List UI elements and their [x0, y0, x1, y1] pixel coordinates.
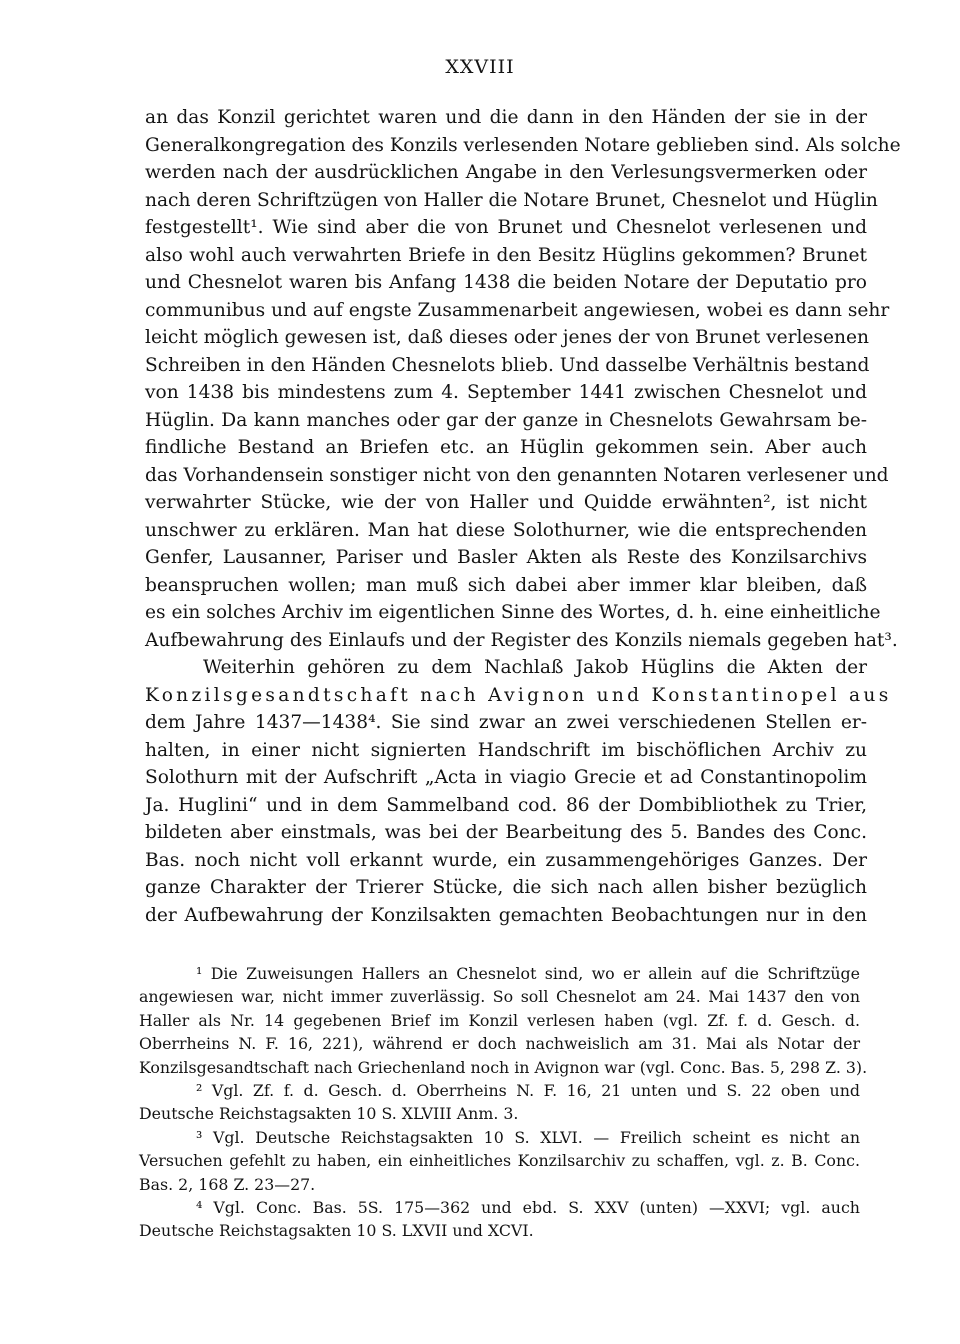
footnote-2-line: Deutsche Reichstagsakten 10 S. XLVIII Anm. 3.: [139, 1104, 519, 1124]
text-line: beanspruchen wollen; man muß sich dabei aber immer klar bleiben, daß: [145, 574, 867, 596]
text-line: also wohl auch verwahrten Briefe in den Besitz Hüglins gekommen? Brunet: [145, 244, 867, 266]
text-line: dem Jahre 1437—1438⁴. Sie sind zwar an zwei verschiedenen Stellen er-: [145, 712, 867, 733]
footnote-1-line: Haller als Nr. 14 gegebenen Brief im Konzil verlesen haben (vgl. Zf. f. d. Gesch. d.: [139, 1010, 860, 1030]
text-line: an das Konzil gerichtet waren und die dann in den Händen der sie in der: [145, 107, 867, 128]
text-line: ganze Charakter der Trierer Stücke, die sich nach allen bisher bezüglich: [145, 877, 867, 898]
footnote-2-line: ² Vgl. Zf. f. d. Gesch. d. Oberrheins N. F. 16, 21 unten und S. 22 oben und: [196, 1080, 860, 1100]
footnote-3-line: Versuchen gefehlt zu haben, ein einheitliches Konzilsarchiv zu schaffen, vgl. z. B. Conc.: [139, 1151, 860, 1171]
text-line: communibus und auf engste Zusammenarbeit angewiesen, wobei es dann sehr: [145, 299, 890, 321]
text-line: Bas. noch nicht voll erkannt wurde, ein zusammengehöriges Ganzes. Der: [145, 849, 867, 871]
text-line: halten, in einer nicht signierten Handschrift im bischöflichen Archiv zu: [145, 739, 867, 761]
page-number: XXVIII: [445, 56, 515, 78]
text-line: Genfer, Lausanner, Pariser und Basler Akten als Reste des Konzilsarchivs: [145, 547, 867, 568]
footnote-3-line: ³ Vgl. Deutsche Reichstagsakten 10 S. XLVI. — Freilich scheint es nicht an: [196, 1127, 860, 1147]
footnote-1-line: ¹ Die Zuweisungen Hallers an Chesnelot sind, wo er allein auf die Schriftzüge: [196, 964, 860, 983]
text-line: das Vorhandensein sonstiger nicht von den genannten Notaren verlesener und: [145, 464, 889, 486]
text-line: Solothurn mit der Aufschrift „Acta in viagio Grecie et ad Constantinopolim: [145, 767, 867, 788]
text-line: festgestellt¹. Wie sind aber die von Brunet und Chesnelot verlesenen und: [145, 217, 867, 238]
text-line: der Aufbewahrung der Konzilsakten gemachten Beobachtungen nur in den: [145, 904, 867, 926]
text-line: Generalkongregation des Konzils verlesenden Notare geblieben sind. Als solche: [145, 134, 901, 156]
paragraph-start-line: Weiterhin gehören zu dem Nachlaß Jakob Hüglins die Akten der: [203, 657, 867, 678]
text-line: werden nach der ausdrücklichen Angabe in den Verlesungsvermerken oder: [145, 162, 867, 183]
text-line: Ja. Huglini“ und in dem Sammelband cod. 86 der Dombibliothek zu Trier,: [145, 794, 867, 816]
footnote-3-line: Bas. 2, 168 Z. 23—27.: [139, 1174, 316, 1194]
text-line: es ein solches Archiv im eigentlichen Sinne des Wortes, d. h. eine einheitliche: [145, 602, 881, 623]
text-line: bildeten aber einstmals, was bei der Bearbeitung des 5. Bandes des Conc.: [145, 822, 867, 843]
text-line: Schreiben in den Händen Chesnelots blieb. Und dasselbe Verhältnis bestand: [145, 354, 870, 376]
text-line: von 1438 bis mindestens zum 4. September 1441 zwischen Chesnelot und: [145, 382, 867, 403]
text-line: leicht möglich gewesen ist, daß dieses oder jenes der von Brunet verlesenen: [145, 327, 869, 348]
footnote-1-line: Konzilsgesandtschaft nach Griechenland noch in Avignon war (vgl. Conc. Bas. 5, 298 Z. 3).: [139, 1057, 868, 1077]
footnote-4-line: ⁴ Vgl. Conc. Bas. 5S. 175—362 und ebd. S. XXV (unten) —XXVI; vgl. auch: [196, 1197, 860, 1217]
text-line: und Chesnelot waren bis Anfang 1438 die beiden Notare der Deputatio pro: [145, 272, 867, 293]
text-line: verwahrter Stücke, wie der von Haller und Quidde erwähnten², ist nicht: [145, 492, 867, 513]
footnote-4-line: Deutsche Reichstagsakten 10 S. LXVII und XCVI.: [139, 1221, 534, 1241]
text-line: Hüglin. Da kann manches oder gar der ganze in Chesnelots Gewahrsam be-: [145, 409, 867, 431]
text-line: unschwer zu erklären. Man hat diese Solothurner, wie die entsprechenden: [145, 519, 867, 541]
text-line: nach deren Schriftzügen von Haller die Notare Brunet, Chesnelot und Hüglin: [145, 189, 878, 211]
text-line: Aufbewahrung des Einlaufs und der Register des Konzils niemals gegeben hat³.: [145, 629, 898, 651]
footnotes: [139, 962, 868, 1243]
text-line-spaced: Konzilsgesandtschaft nach Avignon und Konstantinopel aus: [145, 684, 892, 706]
text-line: findliche Bestand an Briefen etc. an Hüglin gekommen sein. Aber auch: [145, 437, 867, 458]
footnote-1-line: Oberrheins N. F. 16, 221), während er doch nachweislich am 31. Mai als Notar der: [139, 1034, 860, 1054]
main-text: [145, 104, 901, 929]
footnote-1-line: angewiesen war, nicht immer zuverlässig. So soll Chesnelot am 24. Mai 1437 den von: [139, 987, 860, 1007]
